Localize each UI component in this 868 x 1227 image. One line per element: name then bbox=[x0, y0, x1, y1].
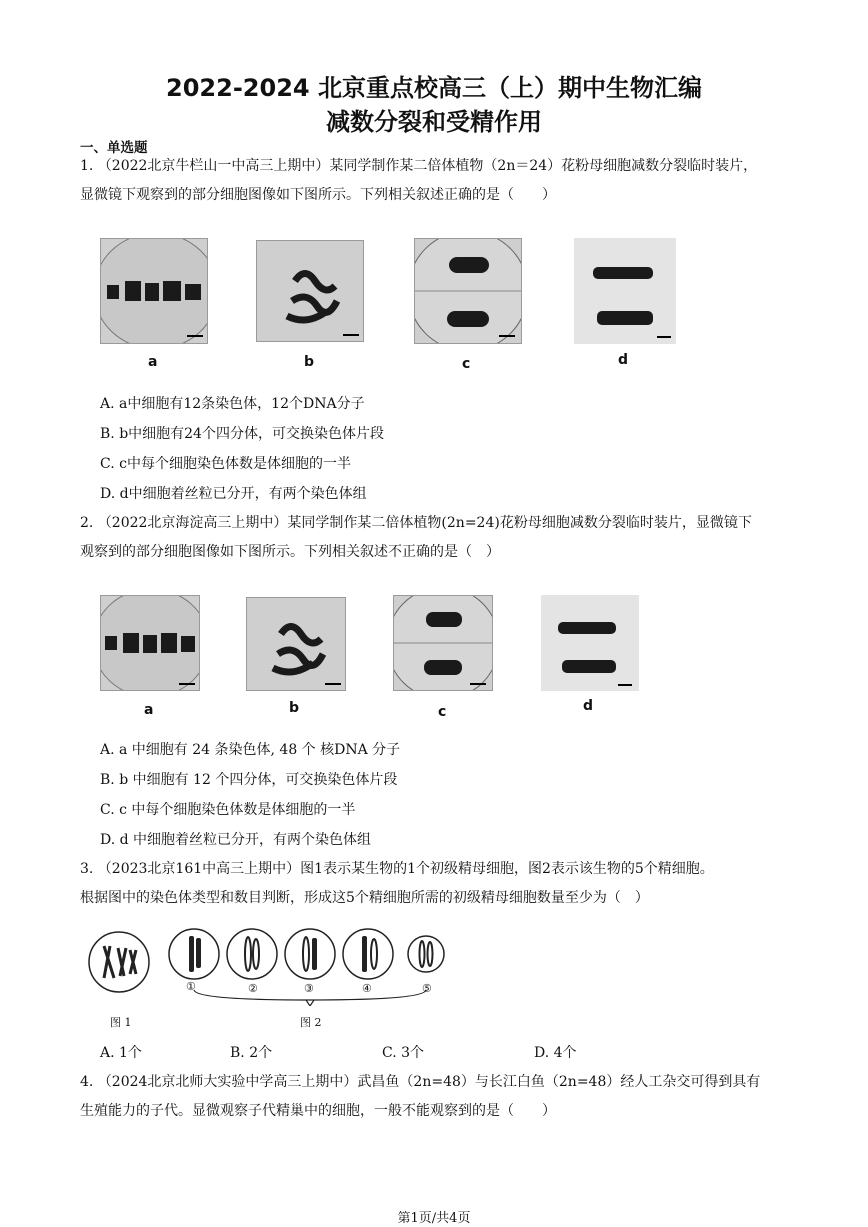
q1-option-a[interactable]: A. a中细胞有12条染色体，12个DNA分子 bbox=[100, 396, 365, 412]
q3-cell-num-4: ④ bbox=[362, 982, 372, 995]
q2-label-b: b bbox=[289, 700, 300, 716]
q2-option-c[interactable]: C. c 中每个细胞染色体数是体细胞的一半 bbox=[100, 802, 356, 818]
q3-cell-num-3: ③ bbox=[304, 982, 314, 995]
q1-micrograph-d bbox=[574, 238, 676, 344]
q1-label-d: d bbox=[618, 352, 629, 368]
q3-option-c[interactable]: C. 3个 bbox=[382, 1045, 425, 1061]
q3-cell-num-5: ⑤ bbox=[422, 982, 432, 995]
q3-stem-line1: 3. （2023北京161中高三上期中）图1表示某生物的1个初级精母细胞，图2表示该生物的5个精细胞。 bbox=[80, 861, 714, 877]
q3-option-a[interactable]: A. 1个 bbox=[100, 1045, 142, 1061]
q2-option-d[interactable]: D. d 中细胞着丝粒已分开，有两个染色体组 bbox=[100, 832, 372, 848]
q2-label-d: d bbox=[583, 698, 594, 714]
q1-micrograph-b bbox=[256, 240, 364, 342]
q1-option-c[interactable]: C. c中每个细胞染色体数是体细胞的一半 bbox=[100, 456, 351, 472]
q3-cell-num-1: ① bbox=[186, 980, 196, 993]
q1-stem-line2: 显微镜下观察到的部分细胞图像如下图所示。下列相关叙述正确的是（ ） bbox=[80, 187, 556, 203]
q3-stem-line2: 根据图中的染色体类型和数目判断，形成这5个精细胞所需的初级精母细胞数量至少为（ ） bbox=[80, 890, 649, 906]
q3-fig2-label: 图 2 bbox=[300, 1016, 322, 1029]
q1-label-b: b bbox=[304, 354, 315, 370]
q1-label-a: a bbox=[148, 354, 158, 370]
q3-option-b[interactable]: B. 2个 bbox=[230, 1045, 273, 1061]
q4-stem-line1: 4. （2024北京北师大实验中学高三上期中）武昌鱼（2n=48）与长江白鱼（2n=48）经人工杂交可得到具有 bbox=[80, 1074, 761, 1090]
q2-stem-line1: 2. （2022北京海淀高三上期中）某同学制作某二倍体植物(2n=24)花粉母细胞减数分裂临时装片，显微镜下 bbox=[80, 515, 752, 531]
page-footer: 第1页/共4页 bbox=[397, 1211, 471, 1226]
q2-micrograph-a bbox=[100, 595, 200, 691]
q1-option-b[interactable]: B. b中细胞有24个四分体，可交换染色体片段 bbox=[100, 426, 384, 442]
q1-micrograph-a bbox=[100, 238, 208, 344]
q3-option-d[interactable]: D. 4个 bbox=[534, 1045, 577, 1061]
q3-cell-diagram bbox=[86, 924, 446, 1006]
q2-micrograph-d bbox=[541, 595, 639, 691]
q3-fig1-label: 图 1 bbox=[110, 1016, 132, 1029]
q2-label-c: c bbox=[438, 704, 447, 720]
q3-cell-num-2: ② bbox=[248, 982, 258, 995]
q1-micrograph-c bbox=[414, 238, 522, 344]
q2-micrograph-c bbox=[393, 595, 493, 691]
q2-micrograph-b bbox=[246, 597, 346, 691]
section-heading: 一、单选题 bbox=[80, 140, 148, 156]
page-title: 2022-2024 北京重点校高三（上）期中生物汇编 bbox=[166, 74, 702, 102]
q2-option-a[interactable]: A. a 中细胞有 24 条染色体, 48 个 核DNA 分子 bbox=[100, 742, 401, 758]
q1-label-c: c bbox=[462, 356, 471, 372]
q2-stem-line2: 观察到的部分细胞图像如下图所示。下列相关叙述不正确的是（ ） bbox=[80, 544, 500, 560]
q1-stem-line1: 1. （2022北京牛栏山一中高三上期中）某同学制作某二倍体植物（2n＝24）花粉母细胞减数分裂临时装片， bbox=[80, 158, 758, 174]
q2-option-b[interactable]: B. b 中细胞有 12 个四分体，可交换染色体片段 bbox=[100, 772, 398, 788]
q2-label-a: a bbox=[144, 702, 154, 718]
page-subtitle: 减数分裂和受精作用 bbox=[326, 108, 542, 136]
q4-stem-line2: 生殖能力的子代。显微观察子代精巢中的细胞，一般不能观察到的是（ ） bbox=[80, 1103, 556, 1119]
q1-option-d[interactable]: D. d中细胞着丝粒已分开，有两个染色体组 bbox=[100, 486, 367, 502]
